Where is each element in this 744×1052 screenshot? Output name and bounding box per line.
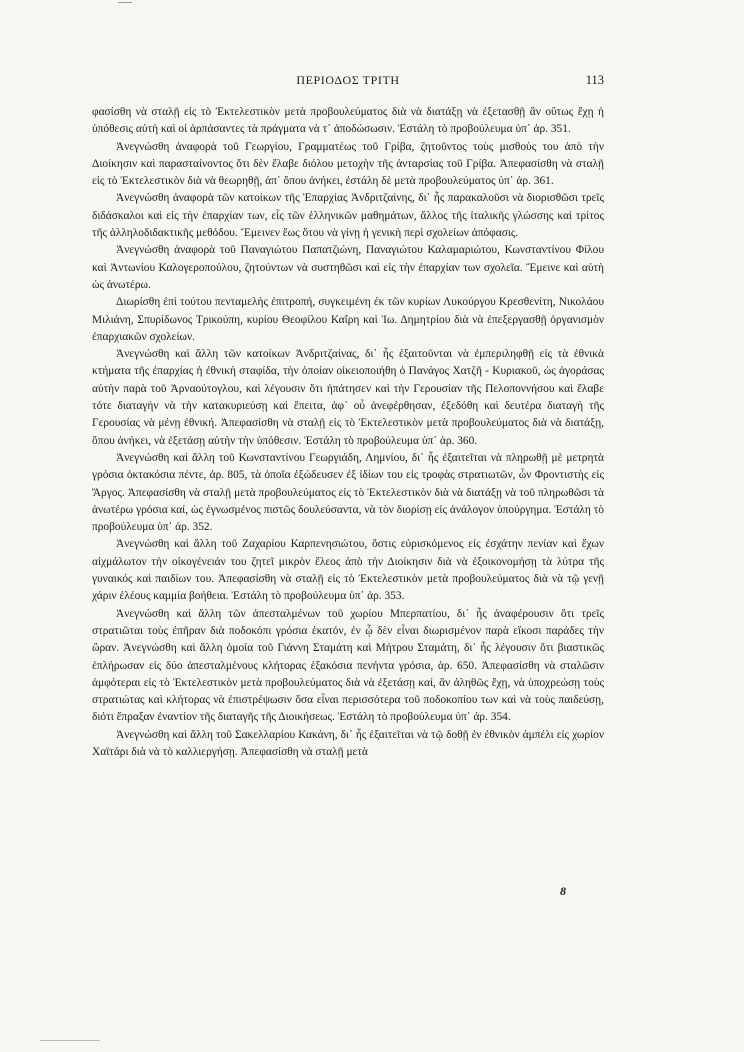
running-header [92,73,604,89]
paragraph: Ἀνεγνώσθη ἀναφορὰ τοῦ Γεωργίου, Γραμματέως τοῦ Γρίβα, ζητοῦντος τοὺς μισθοὺς του ἀπὸ τὴν Διοίκησιν καὶ παρασταίνοντος ὅτι δὲν ἔλαβε διόλου μετοχὴν τῆς ἀνταρσίας τοῦ Γρίβα. Ἀπεφασίσθη νὰ σταλῇ εἰς τὸ Ἐκτελεστικὸν διὰ νὰ θεωρηθῇ, ἀπ᾽ ὅπου ἀνήκει, ἐστάλη δὲ μετὰ προβουλεύματος ὑπ᾽ ἀρ. 361. [92,140,604,188]
paragraph: φασίσθη νὰ σταλῇ εἰς τὸ Ἐκτελεστικὸν μετὰ προβουλεύματος διὰ νὰ διατάξῃ νὰ ἐξετασθῇ ἂν οὕτως ἔχῃ ἡ ὑπόθεσις αὐτὴ καὶ οἱ ἁρπάσαντες τὰ πράγματα νὰ τ᾽ ἀποδώσωσιν. Ἐστάλη τὸ προβούλευμα ὑπ᾽ ἀρ. 351. [92,106,604,136]
page-number: 113 [585,73,604,87]
paragraph: Ἀνεγνώσθη ἀναφορὰ τῶν κατοίκων τῆς Ἐπαρχίας Ἀνδριτζαίνης, δι᾽ ἧς παρακαλοῦσι νὰ διορισθῶσι τρεῖς διδάσκαλοι καὶ εἰς τὴν ἐπαρχίαν των, εἷς τῶν ἑλληνικῶν μαθημάτων, ἄλλος τῆς ἰταλικῆς γλώσσης καὶ τρίτος τῆς ἀλληλοδιδακτικῆς μεθόδου. Ἔμεινεν ἕως ὅτου νὰ γίνῃ ἡ γενικὴ περὶ σχολείων ἀπόφασις. [92,192,604,240]
scan-speck [118,2,132,3]
paragraph: Ἀνεγνώσθη καὶ ἄλλη τοῦ Κωνσταντίνου Γεωργιάδη, Λημνίου, δι᾽ ἧς ἐξαιτεῖται νὰ πληρωθῇ μὲ μετρητὰ γρόσια ὀκτακόσια πέντε, ἀρ. 805, τὰ ὁποῖα ἐξώδευσεν ἐξ ἰδίων του εἰς τροφὰς στρατιωτῶν, ὧν Φροντιστὴς εἰς Ἄργος. Ἀπεφασίσθη νὰ σταλῇ μετὰ προβουλεύματος εἰς τὸ Ἐκτελεστικὸν διὰ νὰ διατάξῃ νὰ τοῦ πληρωθῶσι τὰ ἀνωτέρω γρόσια καί, ὡς ἐγνωσμένος πιστῶς δουλεύσαντα, νὰ τὸν διορίσῃ εἰς ἀνάλογον ὑπούργημα. Ἐστάλη τὸ προβούλευμα ὑπ᾽ ἀρ. 352. [92,451,604,534]
paragraph: Ἀνεγνώσθη καὶ ἄλλη τοῦ Ζαχαρίου Καρπενησιώτου, ὅστις εὑρισκόμενος εἰς ἐσχάτην πενίαν καὶ ἔχων αἰχμάλωτον τὴν οἰκογένειάν του ζητεῖ μικρὸν ἔλεος ἀπὸ τὴν Διοίκησιν διὰ νὰ ἐξοικονομήσῃ τὰ λύτρα τῆς γυναικός καὶ παιδίων του. Ἀπεφασίσθη νὰ σταλῇ εἰς τὸ Ἐκτελεστικὸν μετὰ προβουλεύματος διὰ νὰ τῷ γενῇ χάριν ἐλέους καμμία βοήθεια. Ἐστάλη τὸ προβούλευμα ὑπ᾽ ἀρ. 353. [92,538,604,603]
body-text [92,104,604,761]
signature-mark: 8 [560,884,566,898]
paragraph: Ἀνεγνώσθη ἀναφορὰ τοῦ Παναγιώτου Παπατζιώνη, Παναγιώτου Καλαμαριώτου, Κωνσταντίνου Φίλου καὶ Ἀντωνίου Καλογεροπούλου, ζητούντων νὰ συστηθῶσι καὶ εἰς τὴν ἐπαρχίαν των σχολεῖα. Ἔμεινε καὶ αὐτὴ ὡς ἀνωτέρω. [92,244,604,291]
paragraph: Ἀνεγνώσθη καὶ ἄλλη τοῦ Σακελλαρίου Κακάνη, δι᾽ ἧς ἐξαιτεῖται νὰ τῷ δοθῇ ἐν ἐθνικὸν ἀμπέλι εἰς χωρίον Χαϊτάρι διὰ νὰ τὸ καλλιεργήσῃ. Ἀπεφασίσθη νὰ σταλῇ μετὰ [92,728,604,758]
paragraph: Ἀνεγνώσθη καὶ ἄλλη τῶν κατοίκων Ἀνδριτζαίνας, δι᾽ ἧς ἐξαιτοῦνται νὰ ἐμπεριληφθῇ εἰς τὰ ἐθνικὰ κτήματα τῆς ἐπαρχίας ἡ ἐθνικὴ σταφίδα, τὴν ὁποίαν οἰκειοποιήθη ὁ Πανάγος Χατζῆ - Κυριακοῦ, ὡς ἀγοράσας αὐτὴν παρὰ τοῦ Ἀρναούτογλου, καὶ λέγουσιν ὅτι ἠπάτησεν καὶ τὴν Γερουσίαν τῆς Πελοποννήσου καὶ ἔλαβε τότε διαταγὴν νὰ τὴν κατακυριεύσῃ καὶ ἔπειτα, ἀφ᾽ οὗ ἀνεφέρθησαν, ἐξεδόθη καὶ δευτέρα διαταγὴ τῆς Γερουσίας νὰ μένῃ ἐθνική. Ἀπεφασίσθη νὰ σταλῇ εἰς τὸ Ἐκτελεστικὸν μετὰ προβουλεύματος διὰ νὰ διατάξῃ, ὅπου ἀνήκει, νὰ ἐξετάσῃ αὐτὴν τὴν ὑπόθεσιν. Ἐστάλη τὸ προβούλευμα ὑπ᾽ ἀρ. 360. [92,348,604,447]
scan-speck [40,1040,100,1041]
running-title: ΠΕΡΙΟΔΟΣ ΤΡΙΤΗ [296,73,400,87]
paragraph: Διωρίσθη ἐπὶ τούτου πενταμελὴς ἐπιτροπή, συγκειμένη ἐκ τῶν κυρίων Λυκούργου Κρεσθενίτη, Νικολάου Μιλιάνη, Σπυρίδωνος Τρικούπη, κυρίου Θεοφίλου Καΐρη καὶ Ἰω. Δημητρίου διὰ νὰ ἐπεξεργασθῇ ὀργανισμὸν ἐπαρχιακῶν σχολείων. [92,296,604,343]
paragraph: Ἀνεγνώσθη καὶ ἄλλη τῶν ἀπεσταλμένων τοῦ χωρίου Μπερπατίου, δι᾽ ἧς ἀναφέρουσιν ὅτι τρεῖς στρατιῶται τοὺς ἐπῆραν διὰ ποδοκόπι γρόσια ἑκατόν, ἐν ᾧ δὲν εἶναι διωρισμένον παρὰ εἴκοσι παράδες τὴν ὥραν. Ἀνεγνώσθη καὶ ἄλλη ὁμοία τοῦ Γιάννη Σταμάτη καὶ Μήτρου Σταμάτη, δι᾽ ἧς λέγουσιν ὅτι βιαστικῶς ἐπλήρωσαν εἰς δύο ἀπεσταλμένους κλήτορας ἑξακόσια πενήντα γρόσια, ἀρ. 650. Ἀπεφασίσθη νὰ σταλῶσιν ἀμφότεραι εἰς τὸ Ἐκτελεστικὸν μετὰ προβουλεύματος διὰ νὰ ἐξετάσῃ καί, ἂν ἀληθῶς ἔχῃ, νὰ ὑποχρεώσῃ τοὺς στρατιώτας καὶ κλήτορας νὰ ἐπιστρέψωσιν ὅσα εἶναι περισσότερα τοῦ ποδοκοπίου των καὶ νὰ τοὺς παιδεύσῃ, διότι ἔπραξαν ἐναντίον τῆς διαταγῆς τῆς Διοικήσεως. Ἐστάλη τὸ προβούλευμα ὑπ᾽ ἀρ. 354. [92,607,604,724]
